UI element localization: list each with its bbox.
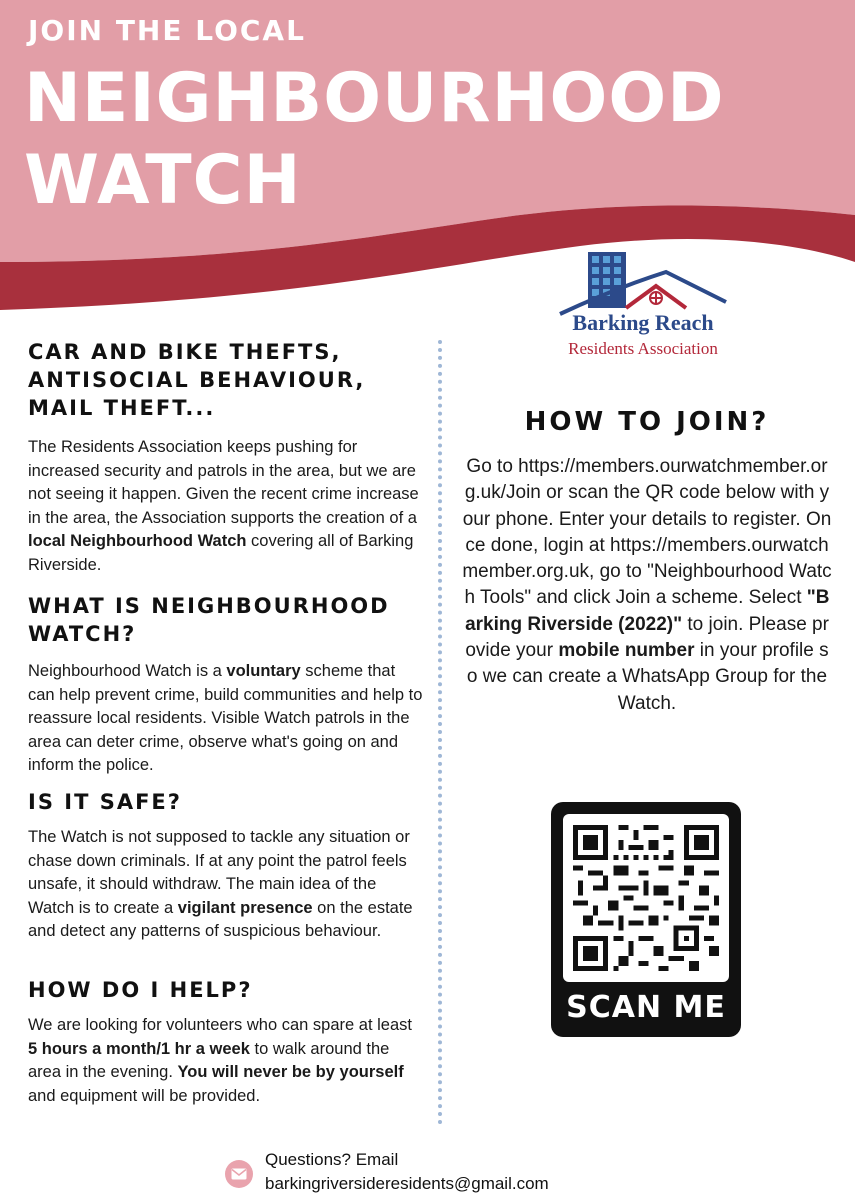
column-divider <box>438 340 442 1125</box>
qr-code-card[interactable] <box>551 802 741 1037</box>
footer-email-link[interactable]: barkingriversideresidents@gmail.com <box>265 1174 549 1193</box>
bold-run: voluntary <box>226 662 301 680</box>
text-run: We are looking for volunteers who can spare at least <box>28 1016 412 1034</box>
section-heading-how-join: HOW TO JOIN? <box>524 407 770 437</box>
bold-run: 5 hours a month/1 hr a week <box>28 1039 250 1058</box>
section-how-help <box>28 976 423 1108</box>
scan-me-label: SCAN ME <box>566 990 726 1025</box>
bold-run: local Neighbourhood Watch <box>28 532 247 550</box>
join-instructions <box>462 454 832 717</box>
section-is-safe <box>28 788 423 944</box>
section-text-is-safe <box>28 826 423 944</box>
section-heading-thefts: CAR AND BIKE THEFTS, ANTISOCIAL BEHAVIOUR, MAIL THEFT... <box>28 340 366 420</box>
section-heading-how-help: HOW DO I HELP? <box>28 978 253 1002</box>
logo-subtitle: Residents Association <box>568 339 718 358</box>
text-run: to join. Please provide your <box>465 613 829 662</box>
text-run: and equipment will be provided. <box>28 1086 261 1105</box>
qr-code[interactable] <box>563 814 729 982</box>
title-line-2: WATCH <box>24 141 302 220</box>
bold-run: You will never be by yourself <box>177 1063 404 1081</box>
text-run: The Residents Association keeps pushing for increased security and patrols in the area, but we are not seeing it happen. Given the recent crime increase in the area, the Association supports the creation of a <box>28 438 419 527</box>
footer-text <box>265 1148 549 1196</box>
mail-icon <box>225 1160 253 1188</box>
envelope-icon <box>231 1168 247 1180</box>
section-text-thefts <box>28 436 423 577</box>
bold-run: mobile number <box>558 640 695 662</box>
page-title <box>24 58 725 222</box>
text-run: to walk around the area in the evening. <box>28 1039 390 1081</box>
header-kicker: JOIN THE LOCAL <box>28 14 306 47</box>
section-heading-what-is: WHAT IS NEIGHBOURHOOD WATCH? <box>28 594 390 646</box>
right-column <box>462 408 832 717</box>
section-thefts <box>28 338 423 577</box>
residents-association-logo <box>548 248 738 378</box>
logo-name: Barking Reach <box>572 310 714 335</box>
text-run: in your profile so we can create a WhatsApp Group for the Watch. <box>466 640 829 714</box>
section-heading-is-safe: IS IT SAFE? <box>28 790 182 814</box>
qr-code-icon <box>573 824 719 972</box>
section-text-what-is <box>28 660 423 778</box>
bold-run: "Barking Riverside (2022)" <box>465 587 830 635</box>
section-text-how-help <box>28 1014 423 1108</box>
text-run: scheme that can help prevent crime, build communities and help to reassure local residents. Visible Watch patrols in the area can deter crime, observe what's going on and inform the police. <box>28 662 423 774</box>
text-run: on the estate and detect any patterns of suspicious behaviour. <box>28 898 413 940</box>
text-run: Go to https://members.ourwatchmember.org.uk/Join or scan the QR code below with your phone. Enter your details to register. Once done, login at https://members.ourwatchmember.org.uk, go to "Neighbourhood Watch Tools" and click Join a scheme. Select <box>462 456 832 609</box>
section-what-is <box>28 592 423 778</box>
text-run: The Watch is not supposed to tackle any situation or chase down criminals. If at any point the patrol feels unsafe, it should withdraw. The main idea of the Watch is to create a <box>28 828 410 917</box>
bold-run: vigilant presence <box>177 898 313 917</box>
text-run: Neighbourhood Watch is a <box>28 662 227 680</box>
text-run: covering all of Barking Riverside. <box>28 532 414 574</box>
footer-question: Questions? Email <box>265 1150 399 1169</box>
title-line-1: NEIGHBOURHOOD <box>24 59 725 138</box>
